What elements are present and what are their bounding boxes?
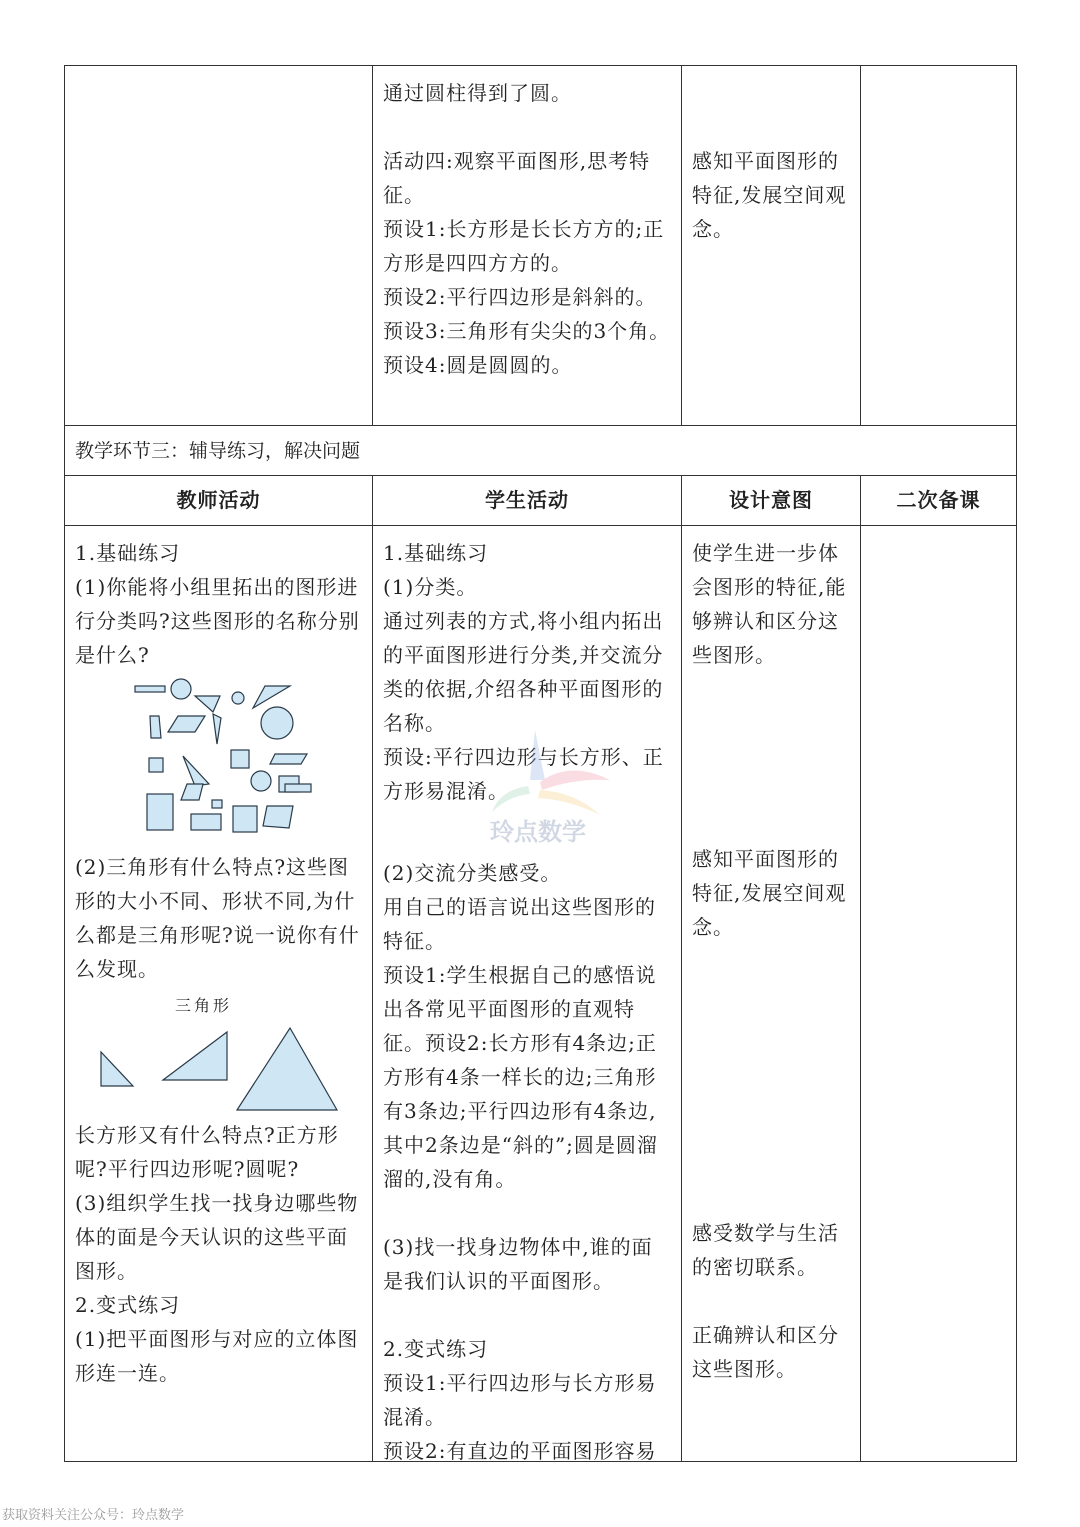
footer-text: 获取资料关注公众号：玲点数学 [2,1508,185,1523]
student-s1: (1)分类。 [383,575,478,599]
student-s1b: 预设:平行四边形与长方形、正方形易混淆。 [383,745,664,803]
student-s2b: 预设1:学生根据自己的感悟说出各常见平面图形的直观特征。预设2:长方形有4条边;正方形有4条一样长的边;三角形有3条边;平行四边形有4条边,其中2条边是“斜的”;圆是圆溜溜的,没有角。 [383,963,658,1191]
header-intent: 设计意图 [682,476,861,525]
student-s4: 预设1:平行四边形与长方形易混淆。 [383,1371,657,1429]
top-intent-cell [682,66,861,425]
student-line: 预设1:长方形是长长方方的;正方形是四四方方的。 [383,217,665,275]
teacher-cell [65,526,373,1461]
student-s1a: 通过列表的方式,将小组内拓出的平面图形进行分类,并交流分类的依据,介绍各种平面图形的名称。 [383,609,664,735]
student-s2: (2)交流分类感受。 [383,861,562,885]
student-b1: 1.基础练习 [383,541,489,565]
teacher-q2b: 长方形又有什么特点?正方形呢?平行四边形呢?圆呢? [75,1123,339,1181]
shapes-figure [75,676,365,846]
intent-cell [682,526,861,1461]
section-title: 教学环节三：辅导练习，解决问题 [75,440,361,462]
header-teacher: 教师活动 [65,476,373,525]
content-row [65,526,1016,1461]
top-teacher-cell [65,66,373,425]
student-line: 通过圆柱得到了圆。 [383,81,572,105]
student-line: 预设4:圆是圆圆的。 [383,353,573,377]
top-row [65,66,1016,426]
intent-3: 感受数学与生活的密切联系。 [692,1221,839,1279]
student-b2: 2.变式练习 [383,1337,489,1361]
student-line: 预设2:平行四边形是斜斜的。 [383,285,657,309]
student-s2a: 用自己的语言说出这些图形的特征。 [383,895,656,953]
teacher-q2: (2)三角形有什么特点?这些图形的大小不同、形状不同,为什么都是三角形呢?说一说你有什么发现。 [75,855,360,981]
student-line: 活动四:观察平面图形,思考特征。 [383,149,651,207]
student-s3: (3)找一找身边物体中,谁的面是我们认识的平面图形。 [383,1235,653,1293]
watermark [480,720,620,860]
teacher-q1: (1)你能将小组里拓出的图形进行分类吗?这些图形的名称分别是什么? [75,575,360,667]
header-student: 学生活动 [373,476,682,525]
teacher-q4: (1)把平面图形与对应的立体图形连一连。 [75,1327,359,1385]
header-row [65,476,1016,526]
intent-text: 感知平面图形的特征,发展空间观念。 [692,149,847,241]
top-student-cell [373,66,682,425]
top-notes-cell [861,66,1016,425]
intent-4: 正确辨认和区分这些图形。 [692,1323,839,1381]
student-line: 预设3:三角形有尖尖的3个角。 [383,319,671,343]
triangles-figure [75,1022,365,1114]
intent-2: 感知平面图形的特征,发展空间观念。 [692,847,847,939]
watermark-text: 玲点数学 [490,818,586,846]
teacher-b2: 2.变式练习 [75,1293,181,1317]
teacher-q3: (3)组织学生找一找身边哪些物体的面是今天认识的这些平面图形。 [75,1191,359,1283]
header-notes: 二次备课 [896,488,981,512]
teacher-b1: 1.基础练习 [75,541,181,565]
section-row [65,426,1016,476]
intent-1: 使学生进一步体会图形的特征,能够辨认和区分这些图形。 [692,541,847,667]
triangle-figure-label: 三角形 [175,996,233,1015]
notes-cell [861,526,1016,1461]
student-cell [373,526,682,1461]
student-s5: 预设2:有直边的平面图形容易 [383,1439,657,1463]
